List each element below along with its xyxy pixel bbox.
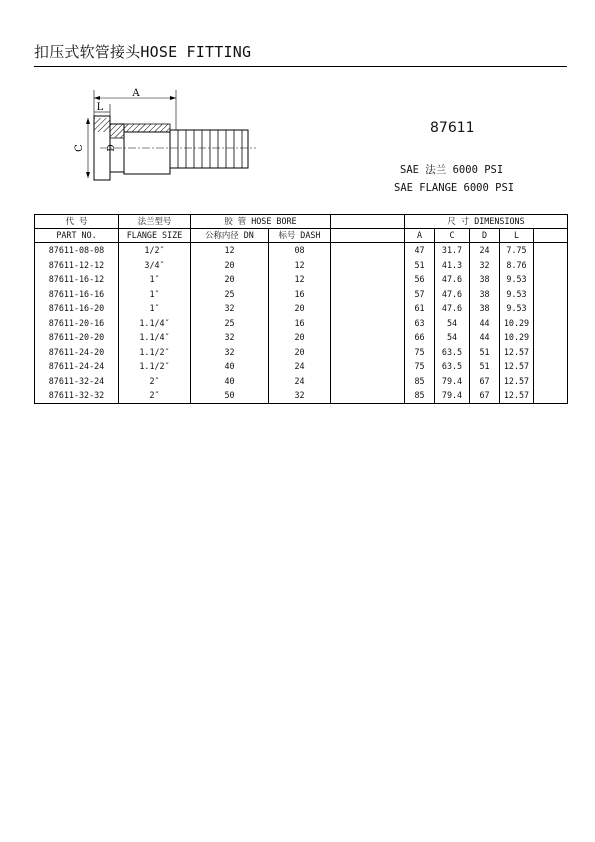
dim-c-arrow-top: [86, 118, 90, 124]
header-code-cn: 代 号: [35, 215, 119, 229]
cell-hose-dash: 16: [269, 316, 331, 331]
cell-part-no: 87611-16-12: [35, 272, 119, 287]
header-l: L: [500, 229, 534, 243]
standard-en: SAE FLANGE 6000 PSI: [394, 182, 515, 194]
cell-blank: [331, 301, 405, 316]
cell-blank: [331, 330, 405, 345]
cell-hose-dash: 32: [269, 388, 331, 403]
cell-hose-dn: 12: [191, 243, 269, 258]
page-title: 扣压式软管接头HOSE FITTING: [34, 43, 252, 61]
cell-extra: [534, 258, 568, 273]
cell-flange-size: 1″: [119, 301, 191, 316]
table-row: [35, 272, 568, 287]
table-row: [35, 316, 568, 331]
cell-dim-d: 67: [470, 388, 500, 403]
cell-dim-c: 47.6: [435, 301, 470, 316]
cell-hose-dash: 12: [269, 258, 331, 273]
cell-dim-c: 63.5: [435, 359, 470, 374]
cell-flange-size: 2″: [119, 374, 191, 389]
table-row: [35, 345, 568, 360]
cell-blank: [331, 388, 405, 403]
cell-extra: [534, 287, 568, 302]
cell-hose-dn: 32: [191, 301, 269, 316]
cell-hose-dn: 40: [191, 374, 269, 389]
cell-dim-d: 51: [470, 345, 500, 360]
cell-dim-c: 54: [435, 316, 470, 331]
cell-blank: [331, 316, 405, 331]
dim-a-label: A: [132, 88, 140, 99]
header-extra: [534, 229, 568, 243]
dim-d-label: D: [107, 144, 117, 152]
cell-flange-size: 1″: [119, 272, 191, 287]
fitting-drawing: [70, 86, 260, 186]
header-d: D: [470, 229, 500, 243]
cell-part-no: 87611-20-20: [35, 330, 119, 345]
cell-dim-l: 9.53: [500, 301, 534, 316]
cell-dim-d: 38: [470, 301, 500, 316]
cell-dim-a: 57: [405, 287, 435, 302]
header-hose-dash: 标号 DASH: [269, 229, 331, 243]
cell-hose-dn: 50: [191, 388, 269, 403]
header-c: C: [435, 229, 470, 243]
tube: [124, 132, 170, 174]
cell-dim-a: 85: [405, 388, 435, 403]
cell-flange-size: 2″: [119, 388, 191, 403]
cell-extra: [534, 316, 568, 331]
header-a: A: [405, 229, 435, 243]
table-row: [35, 258, 568, 273]
dim-c-label: C: [74, 144, 85, 152]
header-flange-cn: 法兰型号: [119, 215, 191, 229]
cell-dim-a: 66: [405, 330, 435, 345]
header-dims: 尺 寸 DIMENSIONS: [405, 215, 568, 229]
cell-flange-size: 1.1/2″: [119, 345, 191, 360]
cell-dim-l: 10.29: [500, 330, 534, 345]
cell-hose-dn: 25: [191, 316, 269, 331]
cell-dim-l: 9.53: [500, 287, 534, 302]
cell-part-no: 87611-20-16: [35, 316, 119, 331]
header-code-en: PART NO.: [35, 229, 119, 243]
cell-hose-dn: 20: [191, 258, 269, 273]
cell-flange-size: 1″: [119, 287, 191, 302]
cell-hose-dash: 16: [269, 287, 331, 302]
dim-c-arrow-bottom: [86, 172, 90, 178]
cell-part-no: 87611-16-20: [35, 301, 119, 316]
cell-part-no: 87611-12-12: [35, 258, 119, 273]
cell-hose-dash: 20: [269, 301, 331, 316]
cell-blank: [331, 287, 405, 302]
cell-blank: [331, 258, 405, 273]
cell-dim-d: 51: [470, 359, 500, 374]
cell-part-no: 87611-32-32: [35, 388, 119, 403]
title-divider: [34, 66, 567, 67]
cell-dim-c: 54: [435, 330, 470, 345]
cell-blank: [331, 243, 405, 258]
cell-flange-size: 1.1/4″: [119, 316, 191, 331]
header-hose-dn: 公称内径 DN: [191, 229, 269, 243]
cell-part-no: 87611-24-20: [35, 345, 119, 360]
cell-dim-d: 24: [470, 243, 500, 258]
cell-hose-dn: 40: [191, 359, 269, 374]
cell-hose-dn: 20: [191, 272, 269, 287]
table-row: [35, 388, 568, 403]
cell-dim-d: 38: [470, 272, 500, 287]
standard-cn: SAE 法兰 6000 PSI: [400, 164, 504, 176]
cell-part-no: 87611-32-24: [35, 374, 119, 389]
cell-flange-size: 1/2″: [119, 243, 191, 258]
cell-dim-l: 8.76: [500, 258, 534, 273]
cell-dim-l: 7.75: [500, 243, 534, 258]
cell-hose-dash: 24: [269, 359, 331, 374]
cell-extra: [534, 301, 568, 316]
cell-extra: [534, 345, 568, 360]
cell-hose-dash: 20: [269, 330, 331, 345]
dim-a-arrow-left: [94, 96, 100, 100]
cell-dim-c: 79.4: [435, 374, 470, 389]
cell-extra: [534, 243, 568, 258]
dimensions-table: [34, 214, 568, 404]
table-row: [35, 301, 568, 316]
cell-dim-l: 12.57: [500, 345, 534, 360]
cell-extra: [534, 330, 568, 345]
table-row: [35, 359, 568, 374]
cell-dim-l: 10.29: [500, 316, 534, 331]
cell-extra: [534, 359, 568, 374]
cell-dim-d: 32: [470, 258, 500, 273]
cell-dim-c: 41.3: [435, 258, 470, 273]
cell-dim-d: 44: [470, 316, 500, 331]
cell-dim-c: 63.5: [435, 345, 470, 360]
table-row: [35, 287, 568, 302]
cell-part-no: 87611-16-16: [35, 287, 119, 302]
cell-dim-c: 31.7: [435, 243, 470, 258]
stem: [170, 130, 248, 168]
cell-blank: [331, 359, 405, 374]
part-number: 87611: [430, 120, 475, 136]
cell-dim-a: 75: [405, 359, 435, 374]
cell-dim-c: 79.4: [435, 388, 470, 403]
cell-extra: [534, 272, 568, 287]
cell-dim-l: 12.57: [500, 374, 534, 389]
header-blank-2: [331, 229, 405, 243]
table-row: [35, 330, 568, 345]
cell-dim-l: 12.57: [500, 359, 534, 374]
cell-dim-d: 38: [470, 287, 500, 302]
cell-hose-dn: 32: [191, 345, 269, 360]
cell-dim-c: 47.6: [435, 287, 470, 302]
flange-hatch: [94, 118, 110, 132]
cell-extra: [534, 374, 568, 389]
cell-dim-a: 47: [405, 243, 435, 258]
cell-hose-dn: 25: [191, 287, 269, 302]
cell-hose-dash: 20: [269, 345, 331, 360]
cell-blank: [331, 374, 405, 389]
cell-blank: [331, 272, 405, 287]
cell-dim-a: 56: [405, 272, 435, 287]
cell-hose-dn: 32: [191, 330, 269, 345]
cell-hose-dash: 24: [269, 374, 331, 389]
cell-dim-d: 67: [470, 374, 500, 389]
cell-part-no: 87611-24-24: [35, 359, 119, 374]
table-row: [35, 374, 568, 389]
header-hose: 胶 管 HOSE BORE: [191, 215, 331, 229]
cell-flange-size: 3/4″: [119, 258, 191, 273]
header-flange-en: FLANGE SIZE: [119, 229, 191, 243]
cell-dim-c: 47.6: [435, 272, 470, 287]
cell-flange-size: 1.1/2″: [119, 359, 191, 374]
cell-dim-d: 44: [470, 330, 500, 345]
cell-extra: [534, 388, 568, 403]
table-row: [35, 243, 568, 258]
cell-dim-a: 75: [405, 345, 435, 360]
cell-hose-dash: 08: [269, 243, 331, 258]
cell-dim-a: 63: [405, 316, 435, 331]
header-blank: [331, 215, 405, 229]
cell-hose-dash: 12: [269, 272, 331, 287]
cell-dim-a: 61: [405, 301, 435, 316]
cell-flange-size: 1.1/4″: [119, 330, 191, 345]
dim-l-label: L: [96, 102, 104, 113]
cell-part-no: 87611-08-08: [35, 243, 119, 258]
cell-dim-a: 85: [405, 374, 435, 389]
dim-a-arrow-right: [170, 96, 176, 100]
cell-dim-l: 9.53: [500, 272, 534, 287]
table-body: [35, 243, 568, 404]
cell-dim-l: 12.57: [500, 388, 534, 403]
cell-dim-a: 51: [405, 258, 435, 273]
cell-blank: [331, 345, 405, 360]
